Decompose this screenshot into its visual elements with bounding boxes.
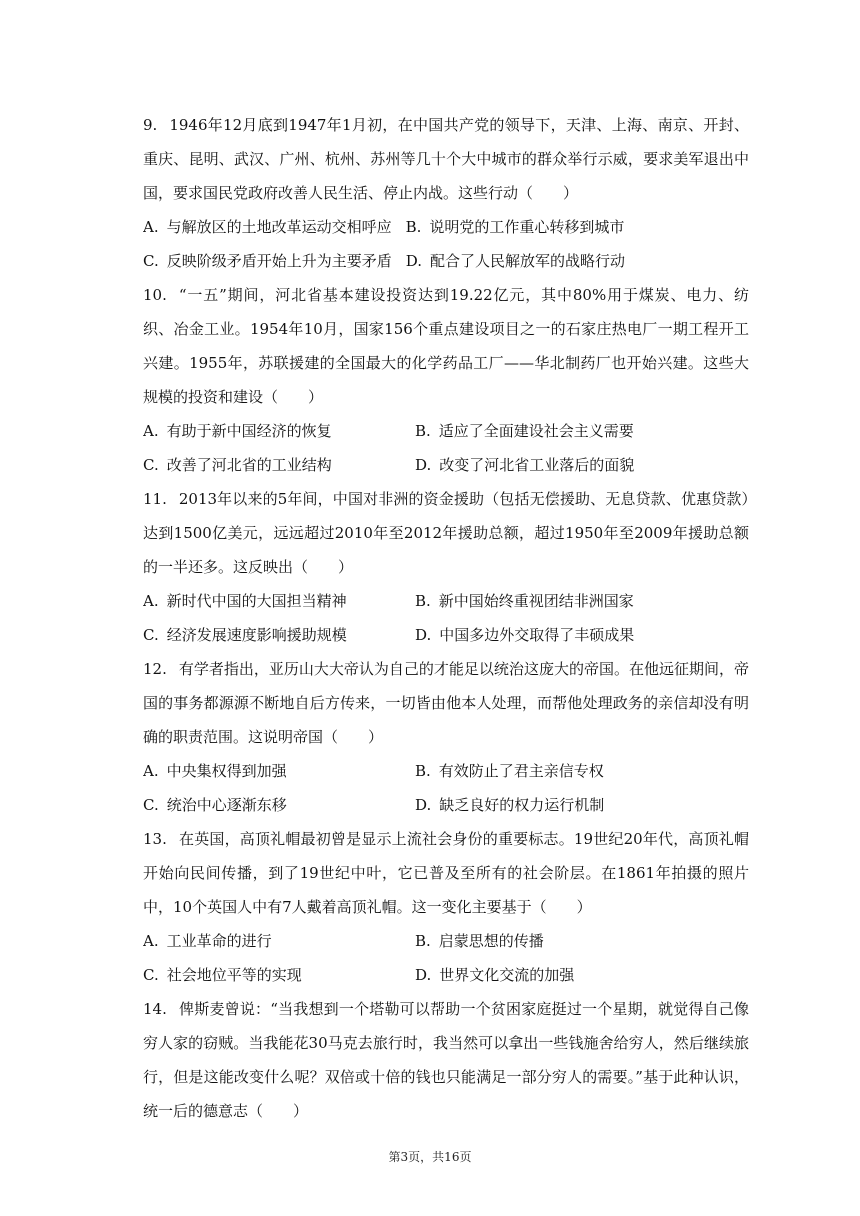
option-text: 中央集权得到加强	[166, 762, 287, 780]
option-letter: A.	[143, 422, 159, 440]
option-b[interactable]	[415, 414, 634, 448]
question-list	[143, 108, 749, 1128]
option-text: 启蒙思想的传播	[438, 932, 544, 950]
options-row	[143, 244, 749, 278]
option-text: 有助于新中国经济的恢复	[166, 422, 332, 440]
option-b[interactable]	[415, 754, 604, 788]
option-letter: B.	[405, 218, 422, 236]
option-letter: C.	[143, 252, 159, 270]
option-letter: C.	[143, 456, 159, 474]
option-text: 统治中心逐渐东移	[166, 796, 287, 814]
option-letter: D.	[415, 626, 432, 644]
option-c[interactable]	[143, 618, 415, 652]
question-stem	[143, 482, 749, 584]
option-b[interactable]	[415, 924, 544, 958]
option-text: 改变了河北省工业落后的面貌	[439, 456, 635, 474]
question-12	[143, 652, 749, 822]
option-d[interactable]	[415, 448, 634, 482]
options-row	[143, 788, 749, 822]
question-stem	[143, 822, 749, 924]
option-b[interactable]	[406, 210, 625, 244]
question-9	[143, 108, 749, 278]
options-row	[143, 924, 749, 958]
question-text: 在英国，高顶礼帽最初曾是显示上流社会身份的重要标志。19世纪20年代，高顶礼帽开始向民间传播，到了19世纪中叶，它已普及至所有的社会阶层。在1861年拍摄的照片中，10个英国人中有7人戴着高顶礼帽。这一变化主要基于（ ）	[143, 830, 749, 916]
option-text: 新中国始终重视团结非洲国家	[438, 592, 634, 610]
question-text: “一五”期间，河北省基本建设投资达到19.22亿元，其中80%用于煤炭、电力、纺织、冶金工业。1954年10月，国家156个重点建设项目之一的石家庄热电厂一期工程开工兴建。1955年，苏联援建的全国最大的化学药品工厂——华北制药厂也开始兴建。这些大规模的投资和建设（ ）	[143, 286, 749, 406]
option-a[interactable]	[143, 210, 392, 244]
question-stem	[143, 652, 749, 754]
option-text: 世界文化交流的加强	[439, 966, 575, 984]
option-letter: A.	[143, 218, 159, 236]
option-text: 有效防止了君主亲信专权	[438, 762, 604, 780]
option-text: 工业革命的进行	[166, 932, 272, 950]
options-row	[143, 210, 749, 244]
question-text: 2013年以来的5年间，中国对非洲的资金援助（包括无偿援助、无息贷款、优惠贷款）达到1500亿美元，远远超过2010年至2012年援助总额，超过1950年至2009年援助总额的一半还多。这反映出（ ）	[143, 490, 749, 576]
option-letter: D.	[415, 456, 432, 474]
options-row	[143, 754, 749, 788]
question-13	[143, 822, 749, 992]
option-text: 缺乏良好的权力运行机制	[439, 796, 605, 814]
question-number: 9.	[143, 116, 158, 134]
option-text: 社会地位平等的实现	[166, 966, 302, 984]
question-text: 有学者指出，亚历山大大帝认为自己的才能足以统治这庞大的帝国。在他远征期间，帝国的事务都源源不断地自后方传来，一切皆由他本人处理，而帮他处理政务的亲信却没有明确的职责范围。这说明帝国（ ）	[143, 660, 749, 746]
question-14	[143, 992, 749, 1128]
option-text: 适应了全面建设社会主义需要	[438, 422, 634, 440]
option-c[interactable]	[143, 244, 392, 278]
option-d[interactable]	[406, 244, 625, 278]
option-a[interactable]	[143, 924, 415, 958]
option-text: 新时代中国的大国担当精神	[166, 592, 347, 610]
option-d[interactable]	[415, 788, 604, 822]
option-letter: D.	[415, 966, 432, 984]
question-11	[143, 482, 749, 652]
option-letter: C.	[143, 796, 159, 814]
option-d[interactable]	[415, 618, 634, 652]
question-10	[143, 278, 749, 482]
option-text: 配合了人民解放军的战略行动	[430, 252, 626, 270]
option-c[interactable]	[143, 958, 415, 992]
option-text: 改善了河北省的工业结构	[166, 456, 332, 474]
option-letter: C.	[143, 626, 159, 644]
question-stem	[143, 108, 749, 210]
options-row	[143, 414, 749, 448]
page-footer	[0, 1148, 860, 1165]
question-number: 11.	[143, 490, 167, 508]
option-letter: B.	[415, 762, 431, 780]
options-row	[143, 618, 749, 652]
option-letter: B.	[415, 592, 431, 610]
question-text: 1946年12月底到1947年1月初，在中国共产党的领导下，天津、上海、南京、开封、重庆、昆明、武汉、广州、杭州、苏州等几十个大中城市的群众举行示威，要求美军退出中国，要求国民党政府改善人民生活、停止内战。这些行动（ ）	[143, 116, 749, 202]
question-stem	[143, 992, 749, 1128]
question-text: 俾斯麦曾说：“当我想到一个塔勒可以帮助一个贫困家庭挺过一个星期，就觉得自己像穷人家的窃贼。当我能花30马克去旅行时，我当然可以拿出一些钱施舍给穷人，然后继续旅行，但是这能改变什么呢？双倍或十倍的钱也只能满足一部分穷人的需要。”基于此种认识，统一后的德意志（ ）	[143, 1000, 749, 1120]
option-text: 中国多边外交取得了丰硕成果	[439, 626, 635, 644]
options-row	[143, 584, 749, 618]
page-number-label: 第3页，共16页	[388, 1150, 472, 1164]
option-text: 经济发展速度影响援助规模	[166, 626, 347, 644]
option-letter: A.	[143, 592, 159, 610]
option-c[interactable]	[143, 788, 415, 822]
option-a[interactable]	[143, 414, 415, 448]
options-row	[143, 958, 749, 992]
option-letter: C.	[143, 966, 159, 984]
option-a[interactable]	[143, 754, 415, 788]
option-d[interactable]	[415, 958, 574, 992]
option-letter: D.	[405, 252, 422, 270]
question-number: 14.	[143, 1000, 167, 1018]
question-stem	[143, 278, 749, 414]
options-row	[143, 448, 749, 482]
option-letter: B.	[415, 932, 431, 950]
option-letter: B.	[415, 422, 431, 440]
option-letter: D.	[415, 796, 432, 814]
question-number: 13.	[143, 830, 167, 848]
option-text: 与解放区的土地改革运动交相呼应	[166, 218, 392, 236]
question-number: 12.	[143, 660, 167, 678]
question-number: 10.	[143, 286, 167, 304]
option-text: 反映阶级矛盾开始上升为主要矛盾	[166, 252, 392, 270]
option-text: 说明党的工作重心转移到城市	[429, 218, 625, 236]
option-letter: A.	[143, 762, 159, 780]
option-b[interactable]	[415, 584, 634, 618]
option-letter: A.	[143, 932, 159, 950]
option-c[interactable]	[143, 448, 415, 482]
option-a[interactable]	[143, 584, 415, 618]
